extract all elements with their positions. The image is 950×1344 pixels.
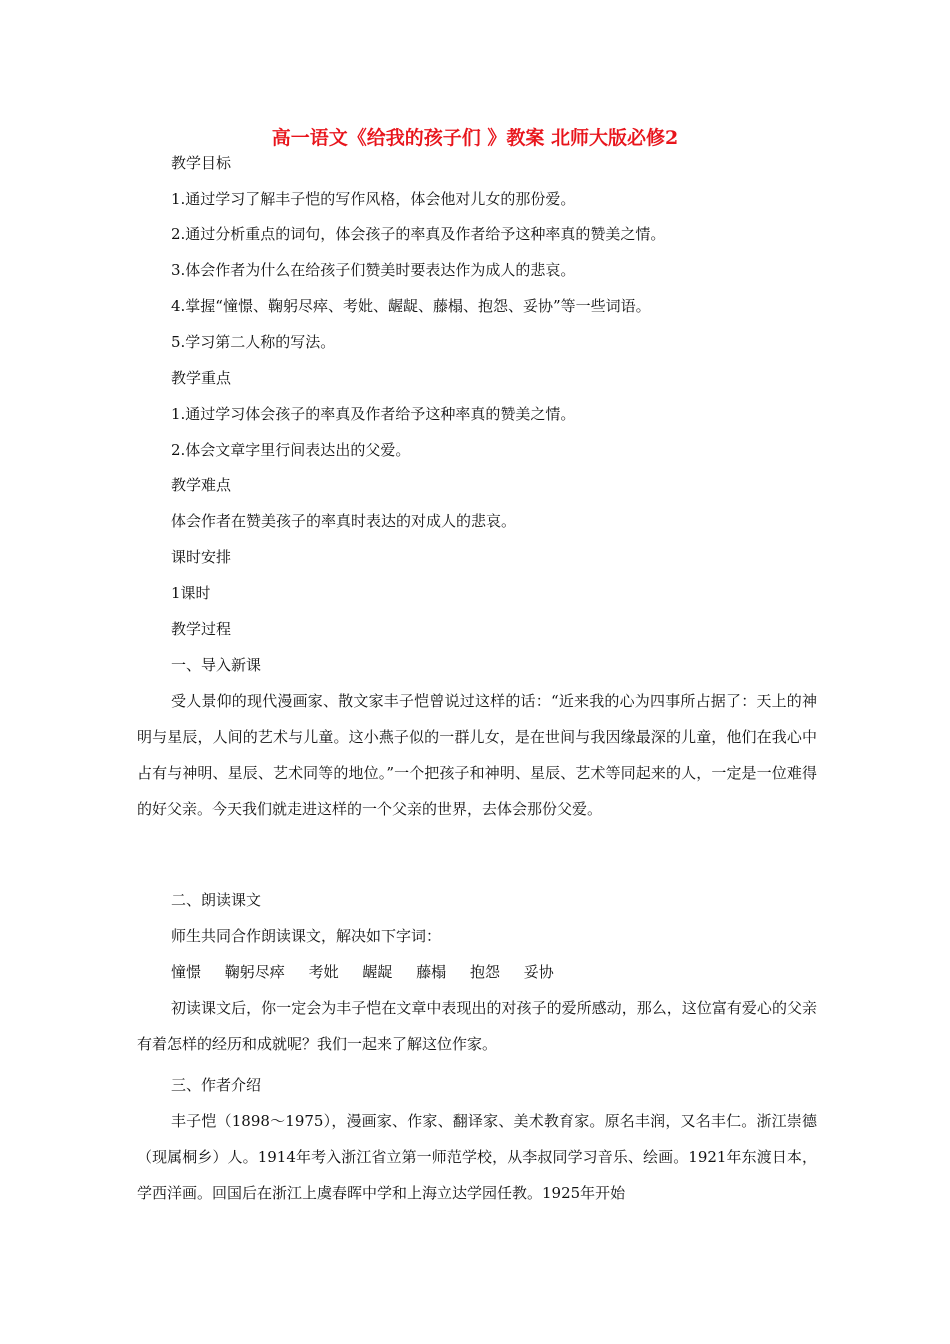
schedule-text: 1课时 xyxy=(171,584,211,602)
vocabulary-list xyxy=(171,960,573,984)
section-1-heading: 一、导入新课 xyxy=(171,656,262,674)
section-3-heading: 三、作者介绍 xyxy=(171,1076,262,1094)
section-3-paragraph: 丰子恺（1898～1975），漫画家、作家、翻译家、美术教育家。原名丰润，又名丰仁。浙江崇德（现属桐乡）人。1914年考入浙江省立第一师范学校，从李叔同学习音乐、绘画。1921年东渡日本，学西洋画。回国后在浙江上虞春晖中学和上海立达学园任教。1925年开始 xyxy=(137,1112,817,1202)
vocab-word: 抱怨 xyxy=(469,963,500,981)
difficulty-text: 体会作者在赞美孩子的率真时表达的对成人的悲哀。 xyxy=(171,512,517,530)
section-2-paragraph: 初读课文后，你一定会为丰子恺在文章中表现出的对孩子的爱所感动，那么，这位富有爱心的父亲有着怎样的经历和成就呢？我们一起来了解这位作家。 xyxy=(137,999,817,1053)
key-points-heading: 教学重点 xyxy=(171,369,232,387)
vocab-word: 藤榻 xyxy=(416,963,447,981)
key-point-item-2: 2.体会文章字里行间表达出的父爱。 xyxy=(171,441,411,459)
vocab-word: 鞠躬尽瘁 xyxy=(224,963,285,981)
vocab-word: 憧憬 xyxy=(171,963,202,981)
objective-item-5: 5.学习第二人称的写法。 xyxy=(171,333,336,351)
vocab-word: 考妣 xyxy=(308,963,339,981)
key-point-item-1: 1.通过学习体会孩子的率真及作者给予这种率真的赞美之情。 xyxy=(171,405,576,423)
vocab-word: 龌龊 xyxy=(362,963,393,981)
section-1-paragraph: 受人景仰的现代漫画家、散文家丰子恺曾说过这样的话：“近来我的心为四事所占据了：天上的神明与星辰，人间的艺术与儿童。这小燕子似的一群儿女，是在世间与我因缘最深的儿童，他们在我心中占有与神明、星辰、艺术同等的地位。”一个把孩子和神明、星辰、艺术等同起来的人，一定是一位难得的好父亲。今天我们就走进这样的一个父亲的世界，去体会那份父爱。 xyxy=(137,692,817,818)
schedule-heading: 课时安排 xyxy=(171,548,232,566)
document-title: 高一语文《给我的孩子们 》教案 北师大版必修2 xyxy=(271,127,679,149)
process-heading: 教学过程 xyxy=(171,620,232,638)
objective-item-2: 2.通过分析重点的词句，体会孩子的率真及作者给予这种率真的赞美之情。 xyxy=(171,225,666,243)
objective-item-1: 1.通过学习了解丰子恺的写作风格，体会他对儿女的那份爱。 xyxy=(171,190,576,208)
objectives-heading: 教学目标 xyxy=(171,154,232,172)
section-2-heading: 二、朗读课文 xyxy=(171,891,262,909)
section-2-intro: 师生共同合作朗读课文，解决如下字词： xyxy=(171,927,442,945)
difficulty-heading: 教学难点 xyxy=(171,476,232,494)
objective-item-3: 3.体会作者为什么在给孩子们赞美时要表达作为成人的悲哀。 xyxy=(171,261,576,279)
vocab-word: 妥协 xyxy=(523,963,554,981)
objective-item-4: 4.掌握“憧憬、鞠躬尽瘁、考妣、龌龊、藤榻、抱怨、妥协”等一些词语。 xyxy=(171,297,651,315)
